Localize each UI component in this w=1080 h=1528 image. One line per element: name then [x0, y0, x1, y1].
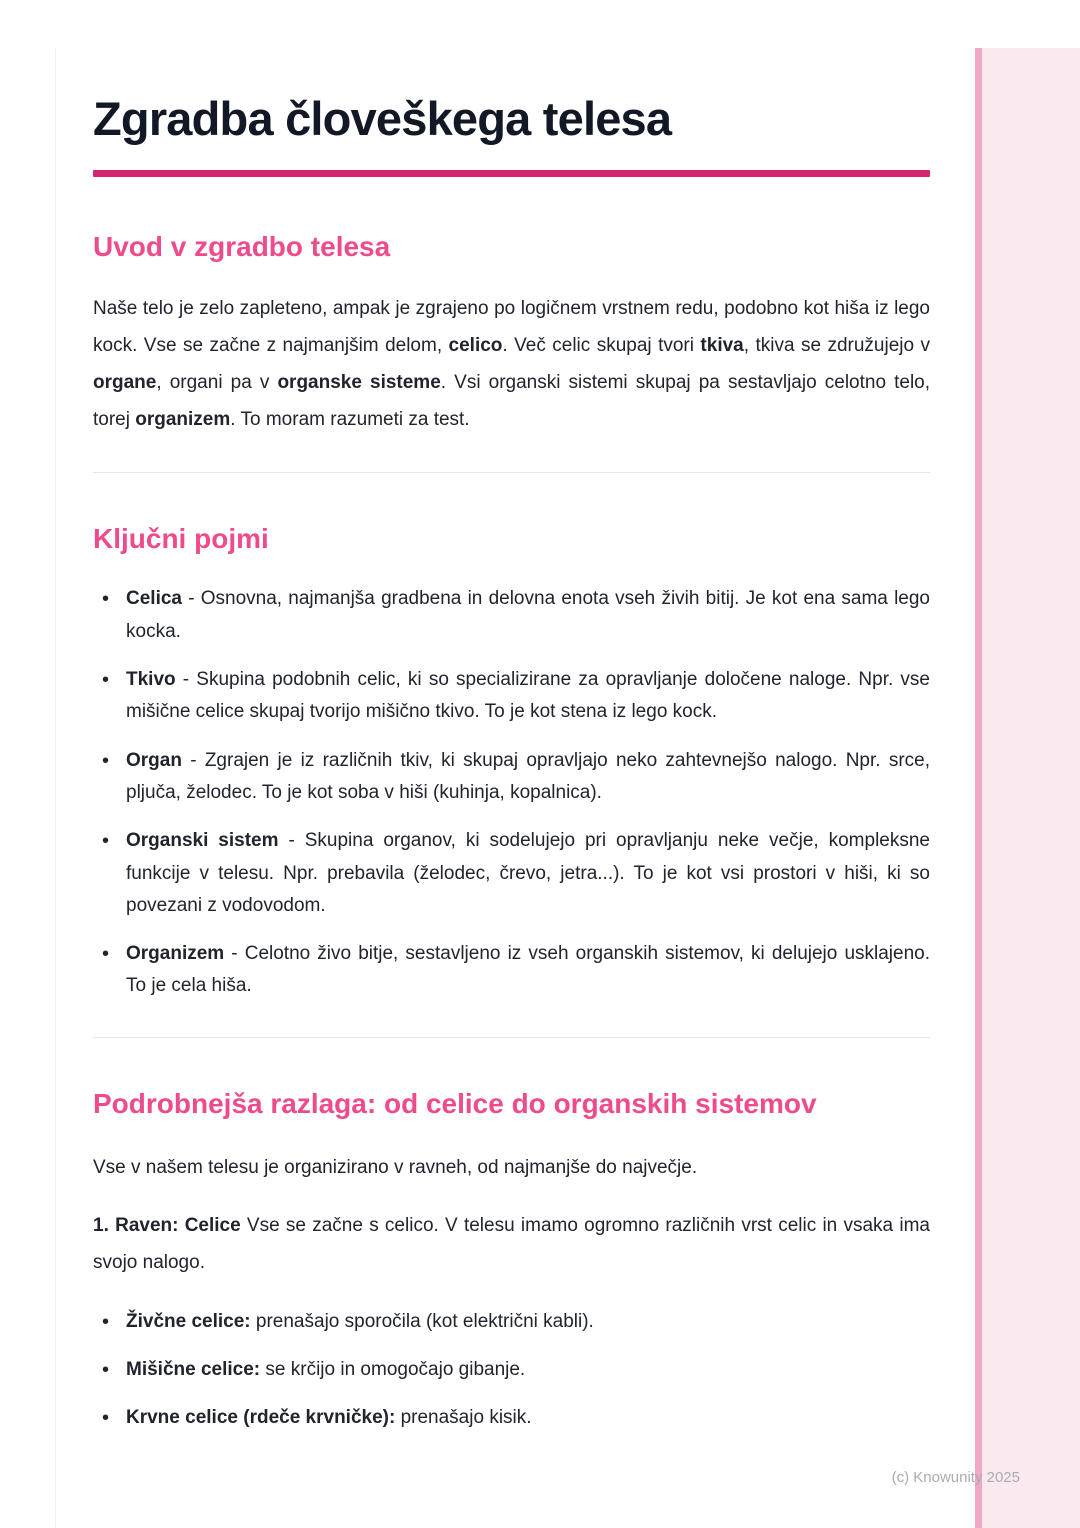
- cell-type-item-misicne: • Mišične celice: se krčijo in omogočajo gibanje.: [93, 1354, 930, 1386]
- detail-section-heading: Podrobnejša razlaga: od celice do organskih sistemov: [93, 1087, 817, 1119]
- term-item-organski-sistem: • Organski sistem - Skupina organov, ki sodelujejo pri opravljanju neke večje, kompleksne funkcije v telesu. Npr. prebavila (želodec, črevo, jetra...). To je kot vsi prostori v hiši, ki so povezani z vodovodom.: [93, 825, 930, 922]
- watermark: (c) Knowunity 2025: [891, 1469, 1020, 1486]
- cell-types-list: [93, 1306, 930, 1435]
- document-content: [93, 92, 930, 1450]
- detail-intro-paragraph: Vse v našem telesu je organizirano v ravneh, od najmanjše do največje.: [93, 1157, 698, 1179]
- term-item-celica: • Celica - Osnovna, najmanjša gradbena in delovna enota vseh živih bitij. Je kot ena sama lego kocka.: [93, 583, 930, 648]
- cell-type-item-zivcne: • Živčne celice: prenašajo sporočila (kot električni kabli).: [93, 1306, 930, 1338]
- intro-paragraph: Naše telo je zelo zapleteno, ampak je zgrajeno po logičnem vrstnem redu, podobno kot hiša iz lego kock. Vse se začne z najmanjšim delom, celico. Več celic skupaj tvori tkiva, tkiva se združujejo v organe, organi pa v organske sisteme. Vsi organski sistemi skupaj pa sestavljajo celotno telo, torej organizem. To moram razumeti za test.: [93, 297, 931, 430]
- divider: [93, 472, 930, 473]
- term-item-tkivo: • Tkivo - Skupina podobnih celic, ki so specializirane za opravljanje določene naloge. Npr. vse mišične celice skupaj tvorijo mišično tkivo. To je kot stena iz lego kock.: [93, 664, 930, 729]
- page-edge-line: [55, 48, 56, 1528]
- term-item-organizem: • Organizem - Celotno živo bitje, sestavljeno iz vseh organskih sistemov, ki delujejo usklajeno. To je cela hiša.: [93, 938, 930, 1003]
- level1-cells-paragraph: 1. Raven: Celice Vse se začne s celico. V telesu imamo ogromno različnih vrst celic in vsaka ima svojo nalogo.: [93, 1215, 930, 1274]
- cell-type-item-krvne: • Krvne celice (rdeče krvničke): prenašajo kisik.: [93, 1402, 930, 1434]
- term-item-organ: • Organ - Zgrajen je iz različnih tkiv, ki skupaj opravljajo neko zahtevnejšo nalogo. Npr. srce, pljuča, želodec. To je kot soba v hiši (kuhinja, kopalnica).: [93, 745, 930, 810]
- intro-section-heading: Uvod v zgradbo telesa: [93, 231, 391, 263]
- title-rule: [93, 170, 930, 177]
- page-title: Zgradba človeškega telesa: [93, 92, 672, 145]
- divider: [93, 1037, 930, 1038]
- key-terms-list: [93, 583, 930, 1002]
- pink-accent-line: [975, 48, 982, 1528]
- key-terms-heading: Ključni pojmi: [93, 522, 269, 554]
- pink-band: [982, 48, 1080, 1528]
